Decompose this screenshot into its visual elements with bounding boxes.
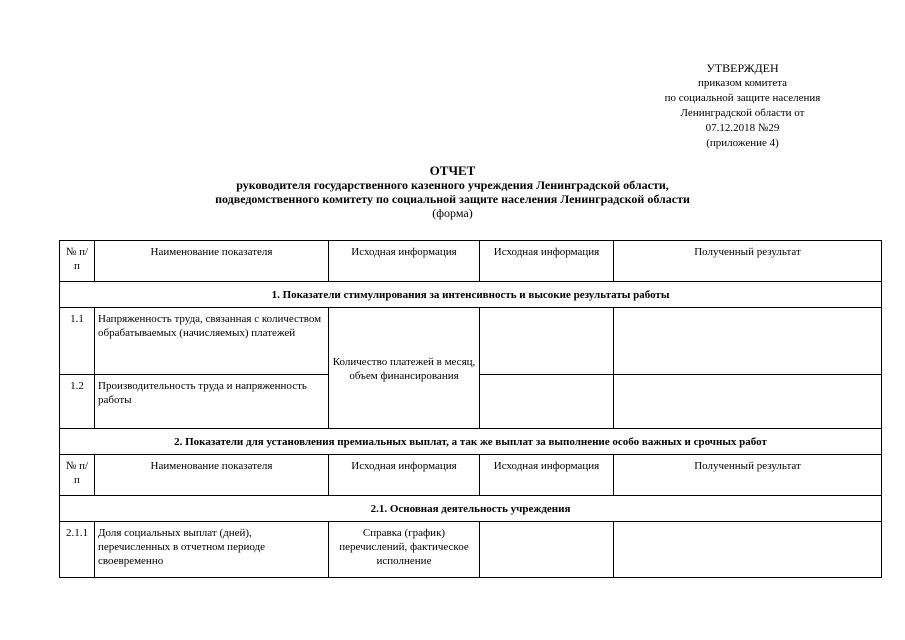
header-result: Полученный результат	[614, 455, 882, 496]
header-source-info: Исходная информация	[329, 241, 480, 282]
header-source-info-2: Исходная информация	[480, 241, 614, 282]
approval-line: Ленинградской области от	[680, 107, 805, 119]
header-indicator-name: Наименование показателя	[95, 455, 329, 496]
row-number: 2.1.1	[60, 522, 95, 578]
section-row	[60, 429, 882, 455]
approval-line: приказом комитета	[697, 77, 788, 89]
section-1-title: 1. Показатели стимулирования за интенсивность и высокие результаты работы	[60, 282, 882, 308]
section-2-title: 2. Показатели для установления премиальных выплат, а так же выплат за выполнение особо важных и срочных работ	[60, 429, 882, 455]
form-note: (форма)	[432, 206, 473, 220]
approval-block	[630, 61, 855, 151]
section-2-1-title: 2.1. Основная деятельность учреждения	[60, 496, 882, 522]
report-heading	[0, 163, 905, 220]
row-source-info-2	[480, 308, 614, 375]
report-subtitle-line2: подведомственного комитету по социальной защите населения Ленинградской области	[215, 192, 690, 206]
row-number: 1.2	[60, 375, 95, 429]
row-indicator-name: Производительность труда и напряженность работы	[95, 375, 329, 429]
row-result	[614, 375, 882, 429]
report-title: ОТЧЕТ	[429, 163, 476, 178]
table-row	[60, 522, 882, 578]
row-source-info-2	[480, 375, 614, 429]
row-indicator-name: Напряженность труда, связанная с количеством обрабатываемых (начисляемых) платежей	[95, 308, 329, 375]
header-number: № п/п	[60, 455, 95, 496]
header-result: Полученный результат	[614, 241, 882, 282]
approval-title: УТВЕРЖДЕН	[706, 61, 779, 75]
section-row	[60, 282, 882, 308]
table-header-row	[60, 455, 882, 496]
approval-line: по социальной защите населения	[664, 92, 821, 104]
merged-source-info: Количество платежей в месяц, объем финансирования	[329, 308, 480, 429]
section-row	[60, 496, 882, 522]
header-source-info-2: Исходная информация	[480, 455, 614, 496]
table-row	[60, 308, 882, 375]
row-number: 1.1	[60, 308, 95, 375]
row-source-info: Справка (график) перечислений, фактическое исполнение	[329, 522, 480, 578]
approval-appendix: (приложение 4)	[706, 137, 779, 149]
header-number: № п/п	[60, 241, 95, 282]
report-subtitle-line1: руководителя государственного казенного учреждения Ленинградской области,	[236, 178, 669, 192]
header-source-info: Исходная информация	[329, 455, 480, 496]
row-result	[614, 308, 882, 375]
approval-date: 07.12.2018 №29	[705, 122, 780, 134]
table-header-row	[60, 241, 882, 282]
row-indicator-name: Доля социальных выплат (дней), перечисленных в отчетном периоде своевременно	[95, 522, 329, 578]
report-table	[59, 240, 882, 578]
header-indicator-name: Наименование показателя	[95, 241, 329, 282]
row-source-info-2	[480, 522, 614, 578]
row-result	[614, 522, 882, 578]
